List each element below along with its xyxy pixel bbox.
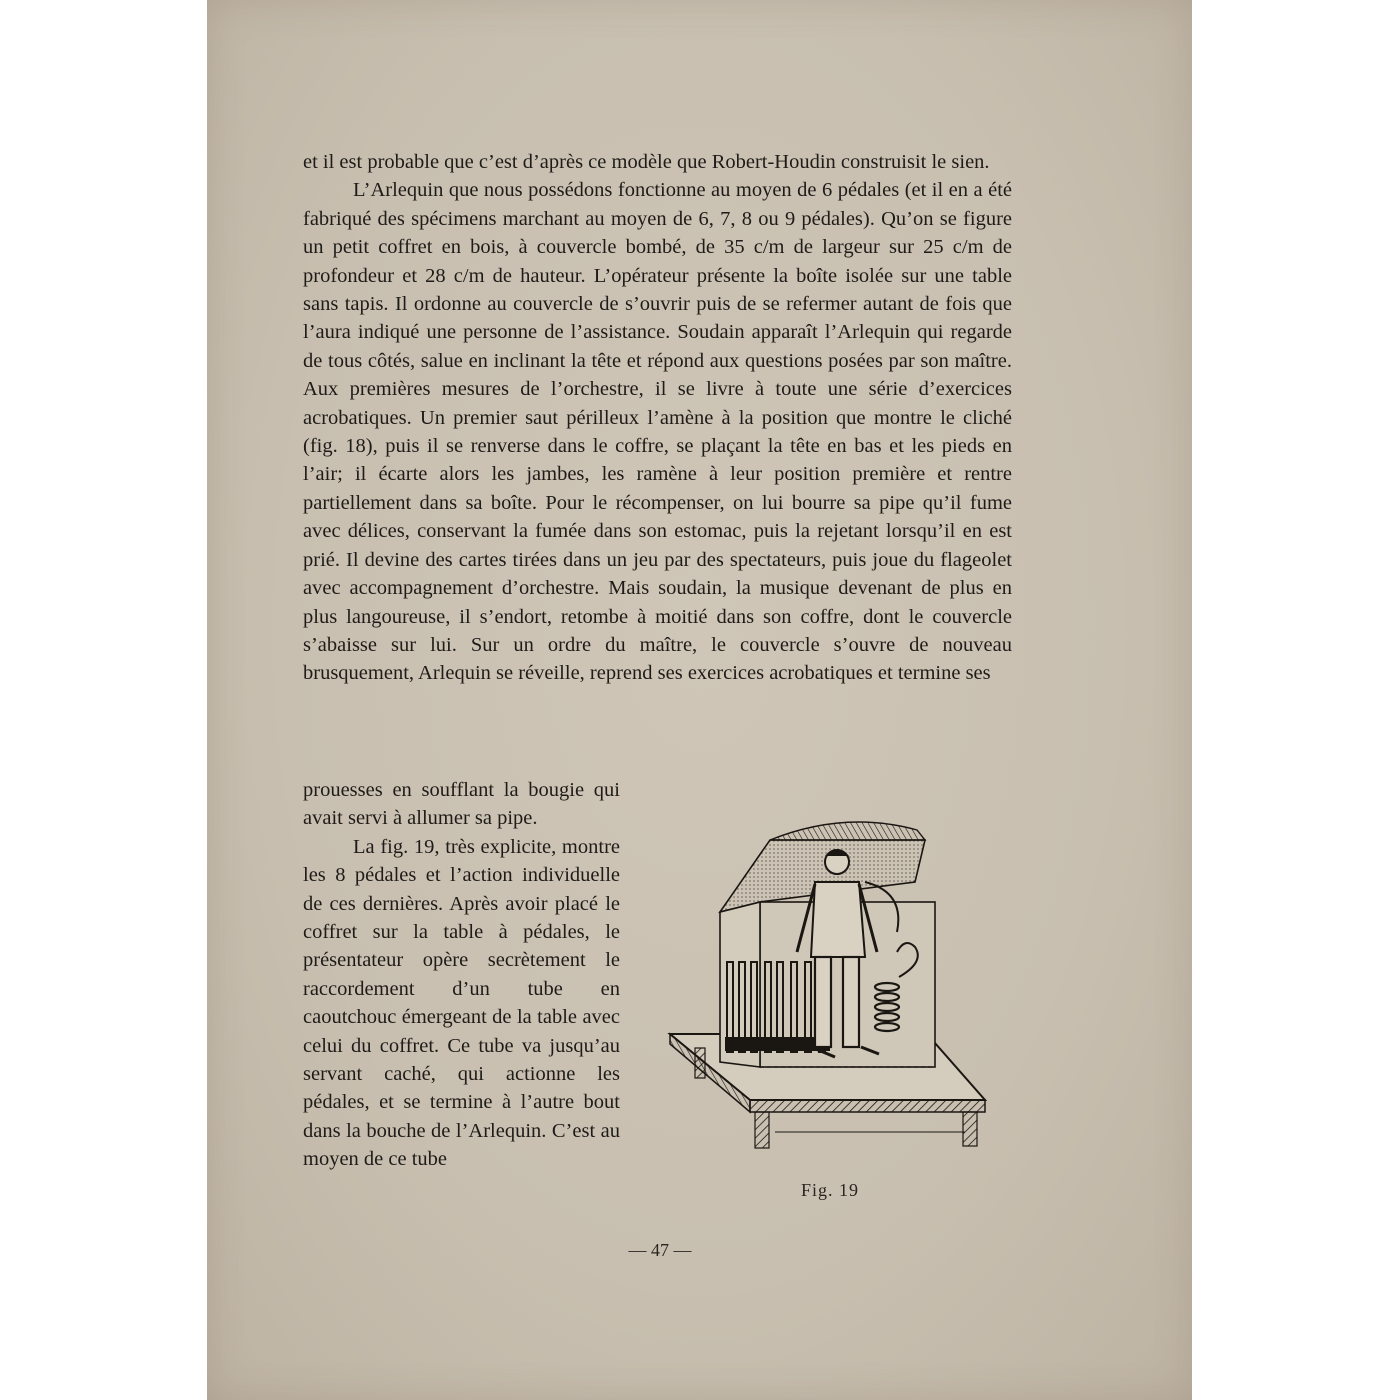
narrow-text-column (303, 776, 620, 1174)
main-text-block (303, 148, 1012, 688)
paragraph-fig19-explanation: La fig. 19, très explicite, montre les 8 pédales et l’action individuelle de ces dernières. Après avoir placé le coffret sur la table à pédales, le présentateur opère secrètement le raccordement d’un tube en caoutchouc émergeant de la table avec celui du coffret. Ce tube va jusqu’au servant caché, qui actionne les pédales, et se termine à l’autre bout dans la bouche de l’Arlequin. C’est au moyen de ce tube (303, 835, 620, 1171)
figure-caption: Fig. 19 (800, 1180, 859, 1200)
paragraph-arlequin-description: L’Arlequin que nous possédons fonctionne au moyen de 6 pédales (et il en a été fabriqué des spécimens marchant au moyen de 6, 7, 8 ou 9 pédales). Qu’on se figure un petit coffret en bois, à couvercle bombé, de 35 c/m de largeur sur 25 c/m de profondeur et 28 c/m de hauteur. L’opérateur présente la boîte isolée sur une table sans tapis. Il ordonne au couvercle de s’ouvrir puis de se refermer autant de fois que l’aura indiqué une personne de l’assistance. Soudain apparaît l’Arlequin qui regarde de tous côtés, salue en inclinant la tête et répond aux questions posées par son maître. Aux premières mesures de l’orchestre, il se livre à toute une série d’exercices acrobatiques. Un premier saut périlleux l’amène à la position que montre le cliché (fig. 18), puis il se renverse dans le coffre, se plaçant la tête en bas et les pieds en l’air; il écarte alors les jambes, les ramène à leur position première et rentre partiellement dans sa boîte. Pour le récompenser, on lui bourre sa pipe qu’il fume avec délices, conservant la fumée dans son estomac, puis la rejetant lorsqu’il en est prié. Il devine des cartes tirées dans un jeu par des spectateurs, puis joue du flageolet avec accompagnement d’orchestre. Mais soudain, la musique devenant de plus en plus langoureuse, il s’endort, retombe à moitié dans son coffre, dont le couvercle s’abaisse sur lui. Sur un ordre du maître, le couvercle s’ouvre de nouveau brusquement, Arlequin se réveille, reprend ses exercices acrobatiques et termine ses (303, 179, 1012, 685)
page-number: — 47 — (628, 1240, 692, 1260)
arlequin-automaton-illustration (665, 812, 997, 1152)
paragraph-continuation: et il est probable que c’est d’après ce modèle que Robert-Houdin construisit le sien. (303, 151, 990, 173)
paragraph-prouesses: prouesses en soufflant la bougie qui avait servi à allumer sa pipe. (303, 779, 620, 830)
